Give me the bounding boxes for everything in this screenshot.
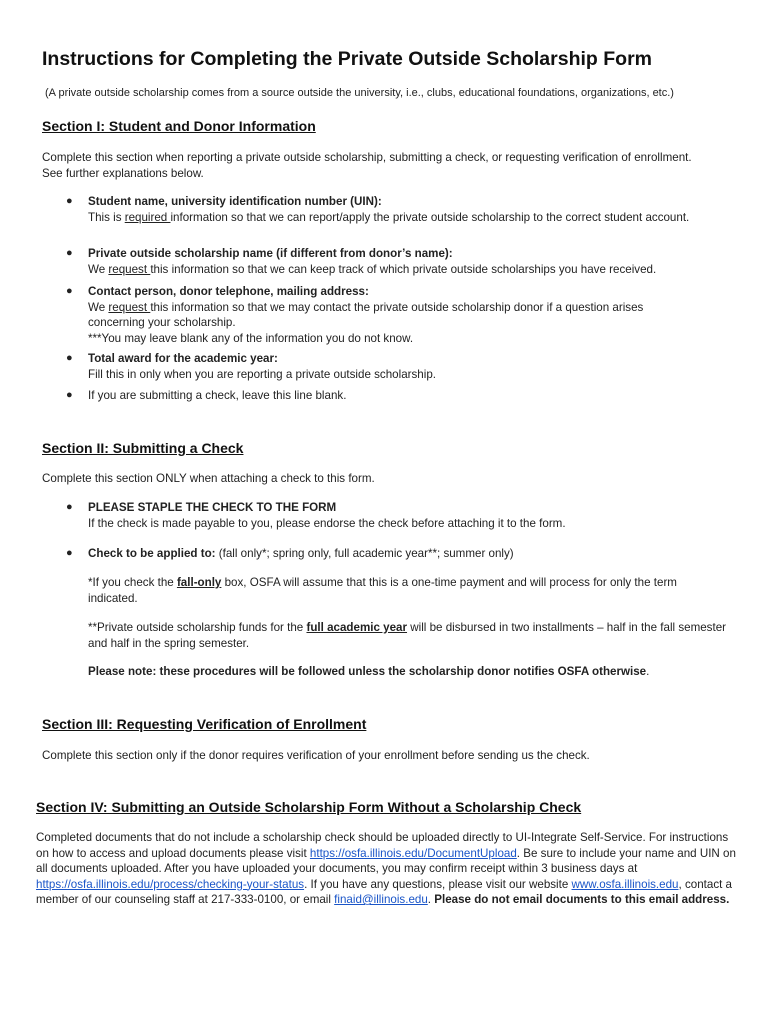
bullet-icon: ● <box>66 195 73 207</box>
list-item <box>66 284 703 346</box>
page-title: Instructions for Completing the Private Outside Scholarship Form <box>42 48 652 70</box>
procedures-note: Please note: these procedures will be followed unless the scholarship donor notifies OSFA otherwise. <box>88 665 650 678</box>
bullet-title: Total award for the academic year: <box>88 352 278 365</box>
section-3-intro: Complete this section only if the donor requires verification of your enrollment before sending us the check. <box>42 749 590 762</box>
bullet-title: PLEASE STAPLE THE CHECK TO THE FORM <box>88 501 337 514</box>
section-3-heading: Section III: Requesting Verification of Enrollment <box>42 716 367 732</box>
section-1-heading: Section I: Student and Donor Information <box>42 118 316 134</box>
bullet-text: We request this information so that we may contact the private outside scholarship donor if a question arises concerning your scholarship. <box>88 300 644 329</box>
bullet-icon: ● <box>66 247 73 259</box>
document-upload-link[interactable]: https://osfa.illinois.edu/DocumentUpload <box>309 846 517 860</box>
list-item <box>66 500 703 531</box>
bullet-icon: ● <box>66 285 73 297</box>
bullet-note: ***You may leave blank any of the information you do not know. <box>88 331 414 345</box>
full-year-note: **Private outside scholarship funds for the full academic year will be disbursed in two installments – half in the fall semester and half in the spring semester. <box>88 621 727 650</box>
bullet-text: We request this information so that we can keep track of which private outside scholarships you have received. <box>88 262 657 276</box>
page-subtitle: (A private outside scholarship comes from a source outside the university, i.e., clubs, educational foundations, organizations, etc.) <box>45 87 674 99</box>
bullet-icon: ● <box>66 389 73 401</box>
section-2-heading: Section II: Submitting a Check <box>42 440 244 456</box>
bullet-title: Private outside scholarship name (if different from donor’s name): <box>88 247 453 260</box>
checking-status-link[interactable]: https://osfa.illinois.edu/process/checking-your-status <box>36 877 305 891</box>
bullet-icon: ● <box>66 352 73 364</box>
section-4-body: Completed documents that do not include a scholarship check should be uploaded directly to UI-Integrate Self-Service. For instructions on how to access and upload documents please visit https://osfa.illinois.edu/DocumentUpload. Be sure to include your name and UIN on all documents uploaded. After you have uploaded your documents, you may confirm receipt within 3 business days at https://osfa.illinois.edu/process/checking-your-status. If you have any questions, please visit our website www.osfa.illinois.edu, contact a member of our counseling staff at 217-333-0100, or email finaid@illinois.edu. Please do not email documents to this email address. <box>36 831 736 906</box>
list-item <box>66 388 703 404</box>
section-2-intro: Complete this section ONLY when attaching a check to this form. <box>42 472 375 485</box>
section-1-intro: Complete this section when reporting a private outside scholarship, submitting a check, or requesting verification of enrollment. See further explanations below. <box>42 151 692 180</box>
list-item <box>66 246 728 277</box>
bullet-text: This is required information so that we can report/apply the private outside scholarship to the correct student account. <box>88 210 690 224</box>
website-link[interactable]: www.osfa.illinois.edu <box>571 877 679 891</box>
section-4-heading: Section IV: Submitting an Outside Scholarship Form Without a Scholarship Check <box>36 799 582 815</box>
fall-only-note: *If you check the fall-only box, OSFA will assume that this is a one-time payment and will process for only the term indicated. <box>88 576 677 605</box>
list-item <box>66 546 703 562</box>
list-item <box>66 194 703 225</box>
bullet-title: Student name, university identification number (UIN): <box>88 195 382 208</box>
bullet-text: Check to be applied to: (fall only*; spring only, full academic year**; summer only) <box>88 547 514 560</box>
list-item <box>66 351 703 382</box>
bullet-icon: ● <box>66 547 73 559</box>
bullet-text: If the check is made payable to you, please endorse the check before attaching it to the form. <box>88 516 566 530</box>
bullet-text: Fill this in only when you are reporting a private outside scholarship. <box>88 367 436 381</box>
email-link[interactable]: finaid@illinois.edu <box>334 893 428 906</box>
bullet-text: If you are submitting a check, leave this line blank. <box>88 389 347 402</box>
bullet-title: Contact person, donor telephone, mailing address: <box>88 285 369 298</box>
bullet-icon: ● <box>66 501 73 513</box>
